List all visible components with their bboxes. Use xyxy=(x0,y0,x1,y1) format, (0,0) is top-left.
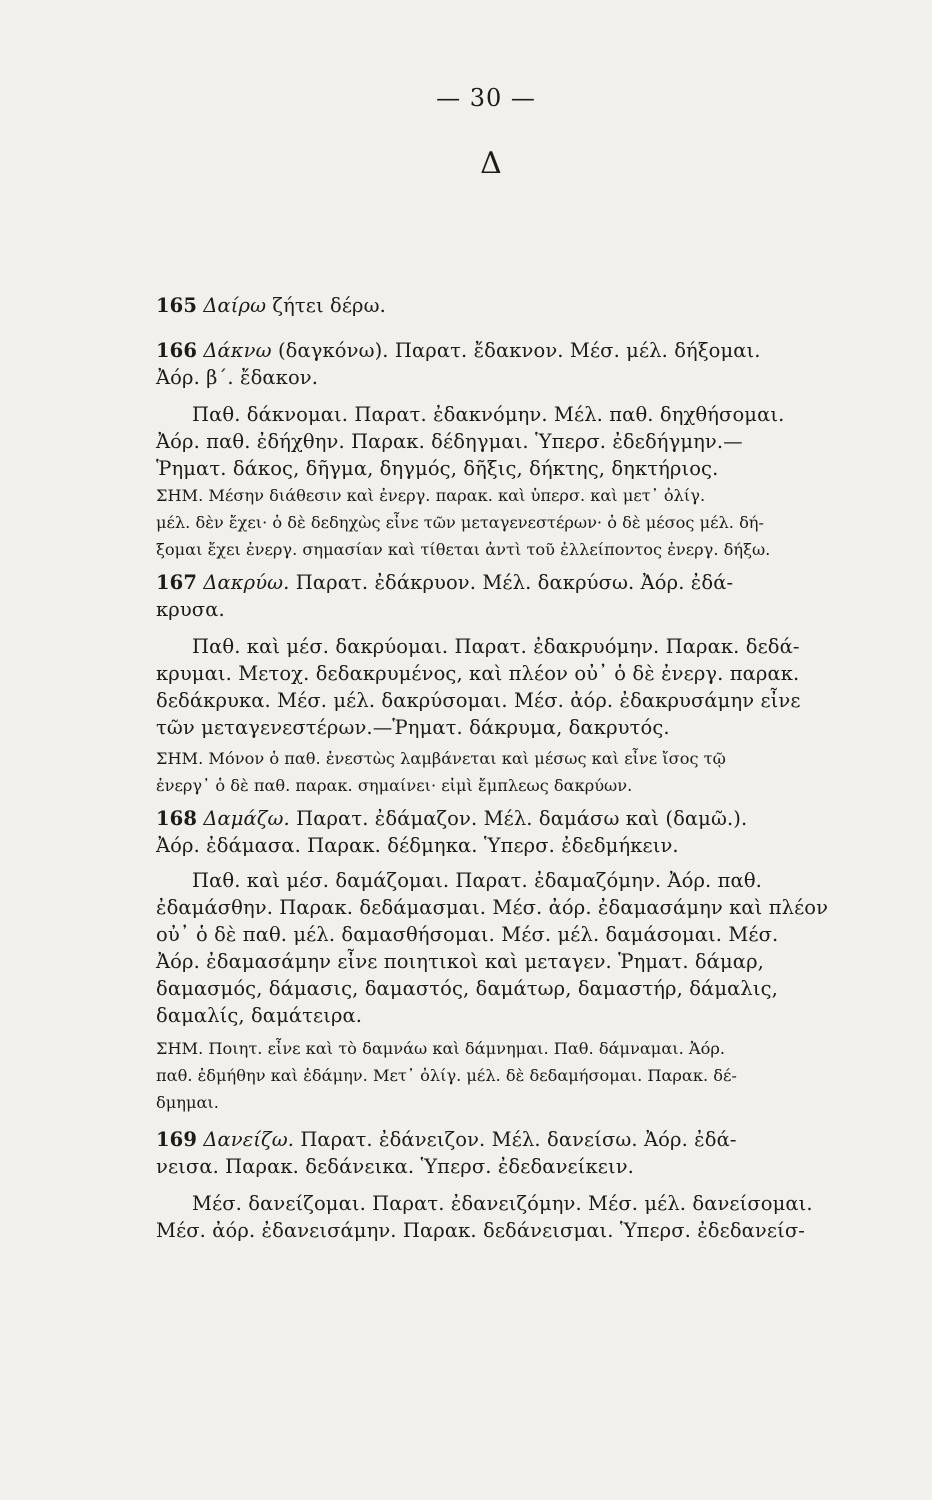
line-text: ξομαι ἔχει ἐνεργ. σημασίαν καὶ τίθεται ἀντὶ τοῦ ἐλλείποντος ἐνεργ. δήξω. xyxy=(156,540,771,559)
line-text: ΣΗΜ. Μέσην διάθεσιν καὶ ἐνεργ. παρακ. καὶ ὑπερσ. καὶ μετ᾽ ὀλίγ. xyxy=(156,486,706,505)
dictionary-entry xyxy=(156,292,836,319)
entry-line xyxy=(156,921,836,948)
entry-number: 169 xyxy=(156,1128,198,1151)
line-text: Ἀόρ. ἐδαμασάμην εἶνε ποιητικοὶ καὶ μεταγεν. Ῥηματ. δάμαρ, xyxy=(156,950,764,973)
entry-line xyxy=(156,975,836,1002)
line-text: δαμασμός, δάμασις, δαμαστός, δαμάτωρ, δαμαστήρ, δάμαλις, xyxy=(156,977,778,1000)
line-text: Ἀόρ. β΄. ἔδακον. xyxy=(156,366,319,389)
line-text: κρυσα. xyxy=(156,598,225,621)
entry-line xyxy=(156,714,836,741)
entry-line xyxy=(156,569,836,596)
entry-line xyxy=(156,805,836,832)
line-text: Ῥηματ. δάκος, δῆγμα, δηγμός, δῆξις, δήκτης, δηκτήριος. xyxy=(156,457,719,480)
line-text: παθ. ἐδμήθην καὶ ἐδάμην. Μετ᾽ ὀλίγ. μέλ. δὲ δεδαμήσομαι. Παρακ. δέ- xyxy=(156,1066,737,1085)
line-text: μέλ. δὲν ἔχει· ὁ δὲ δεδηχὼς εἶνε τῶν μεταγενεστέρων· ὁ δὲ μέσος μέλ. δή- xyxy=(156,513,764,532)
entry-line xyxy=(156,1002,836,1029)
entry-headword: Δανείζω. xyxy=(203,1128,295,1151)
line-text: Παρατ. ἐδάμαζον. Μέλ. δαμάσω καὶ (δαμῶ.). xyxy=(296,807,748,830)
line-text: ΣΗΜ. Ποιητ. εἶνε καὶ τὸ δαμνάω καὶ δάμνημαι. Παθ. δάμναμαι. Ἀόρ. xyxy=(156,1039,725,1058)
note-line xyxy=(156,772,836,799)
dictionary-entry xyxy=(156,337,836,563)
entry-line xyxy=(156,832,836,859)
entry-line xyxy=(156,1153,836,1180)
line-text: Παρατ. ἐδάκρυον. Μέλ. δακρύσω. Ἀόρ. ἐδά- xyxy=(295,571,734,594)
dictionary-entry xyxy=(156,805,836,1116)
section-letter: Δ xyxy=(480,146,502,181)
entry-line xyxy=(156,894,836,921)
entry-line xyxy=(156,1190,836,1217)
line-text: δεδάκρυκα. Μέσ. μέλ. δακρύσομαι. Μέσ. ἀόρ. ἐδακρυσάμην εἶνε xyxy=(156,689,801,712)
entry-line xyxy=(156,292,836,319)
line-text: δαμαλίς, δαμάτειρα. xyxy=(156,1004,363,1027)
note-line xyxy=(156,745,836,772)
line-text: κρυμαι. Μετοχ. δεδακρυμένος, καὶ πλέον οὐ᾽ ὁ δὲ ἐνεργ. παρακ. xyxy=(156,662,800,685)
entry-line xyxy=(156,596,836,623)
line-text: Παθ. καὶ μέσ. δαμάζομαι. Παρατ. ἐδαμαζόμην. Ἀόρ. παθ. xyxy=(192,869,762,892)
entry-line xyxy=(156,687,836,714)
line-text: ἐδαμάσθην. Παρακ. δεδάμασμαι. Μέσ. ἀόρ. ἐδαμασάμην καὶ πλέον xyxy=(156,896,829,919)
entry-headword: Δαμάζω. xyxy=(203,807,290,830)
note-line xyxy=(156,1089,836,1116)
entry-line xyxy=(156,1126,836,1153)
entry-line xyxy=(156,948,836,975)
entry-line xyxy=(156,455,836,482)
line-text: ζήτει δέρω. xyxy=(272,294,386,317)
entry-line xyxy=(156,337,836,364)
entry-line xyxy=(156,1217,836,1244)
line-text: (δαγκόνω). Παρατ. ἔδακνον. Μέσ. μέλ. δήξομαι. xyxy=(277,339,761,362)
line-text: ἐνεργ᾽ ὁ δὲ παθ. παρακ. σημαίνει· εἰμὶ ἔμπλεως δακρύων. xyxy=(156,776,633,795)
line-text: Μέσ. δανείζομαι. Παρατ. ἐδανειζόμην. Μέσ. μέλ. δανείσομαι. xyxy=(192,1192,813,1215)
line-text: Ἀόρ. ἐδάμασα. Παρακ. δέδμηκα. Ὑπερσ. ἐδεδμήκειν. xyxy=(156,834,679,857)
dictionary-entry xyxy=(156,1126,836,1244)
entry-headword: Δαίρω xyxy=(203,294,267,317)
entry-line xyxy=(156,867,836,894)
page-number: — 30 — xyxy=(436,84,536,112)
entry-line xyxy=(156,364,836,391)
line-text: δμημαι. xyxy=(156,1093,219,1112)
note-line xyxy=(156,536,836,563)
entry-headword: Δάκνω xyxy=(203,339,272,362)
line-text: οὐ᾽ ὁ δὲ παθ. μέλ. δαμασθήσομαι. Μέσ. μέλ. δαμάσομαι. Μέσ. xyxy=(156,923,779,946)
line-text: Μέσ. ἀόρ. ἐδανεισάμην. Παρακ. δεδάνεισμαι. Ὑπερσ. ἐδεδανείσ- xyxy=(156,1219,805,1242)
entry-line xyxy=(156,428,836,455)
note-line xyxy=(156,509,836,536)
entry-line xyxy=(156,633,836,660)
entry-line xyxy=(156,660,836,687)
line-text: Παθ. δάκνομαι. Παρατ. ἐδακνόμην. Μέλ. παθ. δηχθήσομαι. xyxy=(192,403,785,426)
entry-headword: Δακρύω. xyxy=(203,571,290,594)
line-text: Παρατ. ἐδάνειζον. Μέλ. δανείσω. Ἀόρ. ἐδά- xyxy=(300,1128,737,1151)
entry-number: 166 xyxy=(156,339,198,362)
note-line xyxy=(156,482,836,509)
note-line xyxy=(156,1035,836,1062)
line-text: νεισα. Παρακ. δεδάνεικα. Ὑπερσ. ἐδεδανείκειν. xyxy=(156,1155,634,1178)
entry-line xyxy=(156,401,836,428)
note-line xyxy=(156,1062,836,1089)
line-text: τῶν μεταγενεστέρων.—Ῥηματ. δάκρυμα, δακρυτός. xyxy=(156,716,670,739)
dictionary-entry xyxy=(156,569,836,799)
dictionary-body xyxy=(156,274,836,1244)
entry-number: 167 xyxy=(156,571,198,594)
entry-number: 168 xyxy=(156,807,198,830)
line-text: Παθ. καὶ μέσ. δακρύομαι. Παρατ. ἐδακρυόμην. Παρακ. δεδά- xyxy=(192,635,800,658)
line-text: ΣΗΜ. Μόνον ὁ παθ. ἐνεστὼς λαμβάνεται καὶ μέσως καὶ εἶνε ἴσος τῷ xyxy=(156,749,726,768)
line-text: Ἀόρ. παθ. ἐδήχθην. Παρακ. δέδηγμαι. Ὑπερσ. ἐδεδήγμην.— xyxy=(156,430,743,453)
entry-number: 165 xyxy=(156,294,198,317)
